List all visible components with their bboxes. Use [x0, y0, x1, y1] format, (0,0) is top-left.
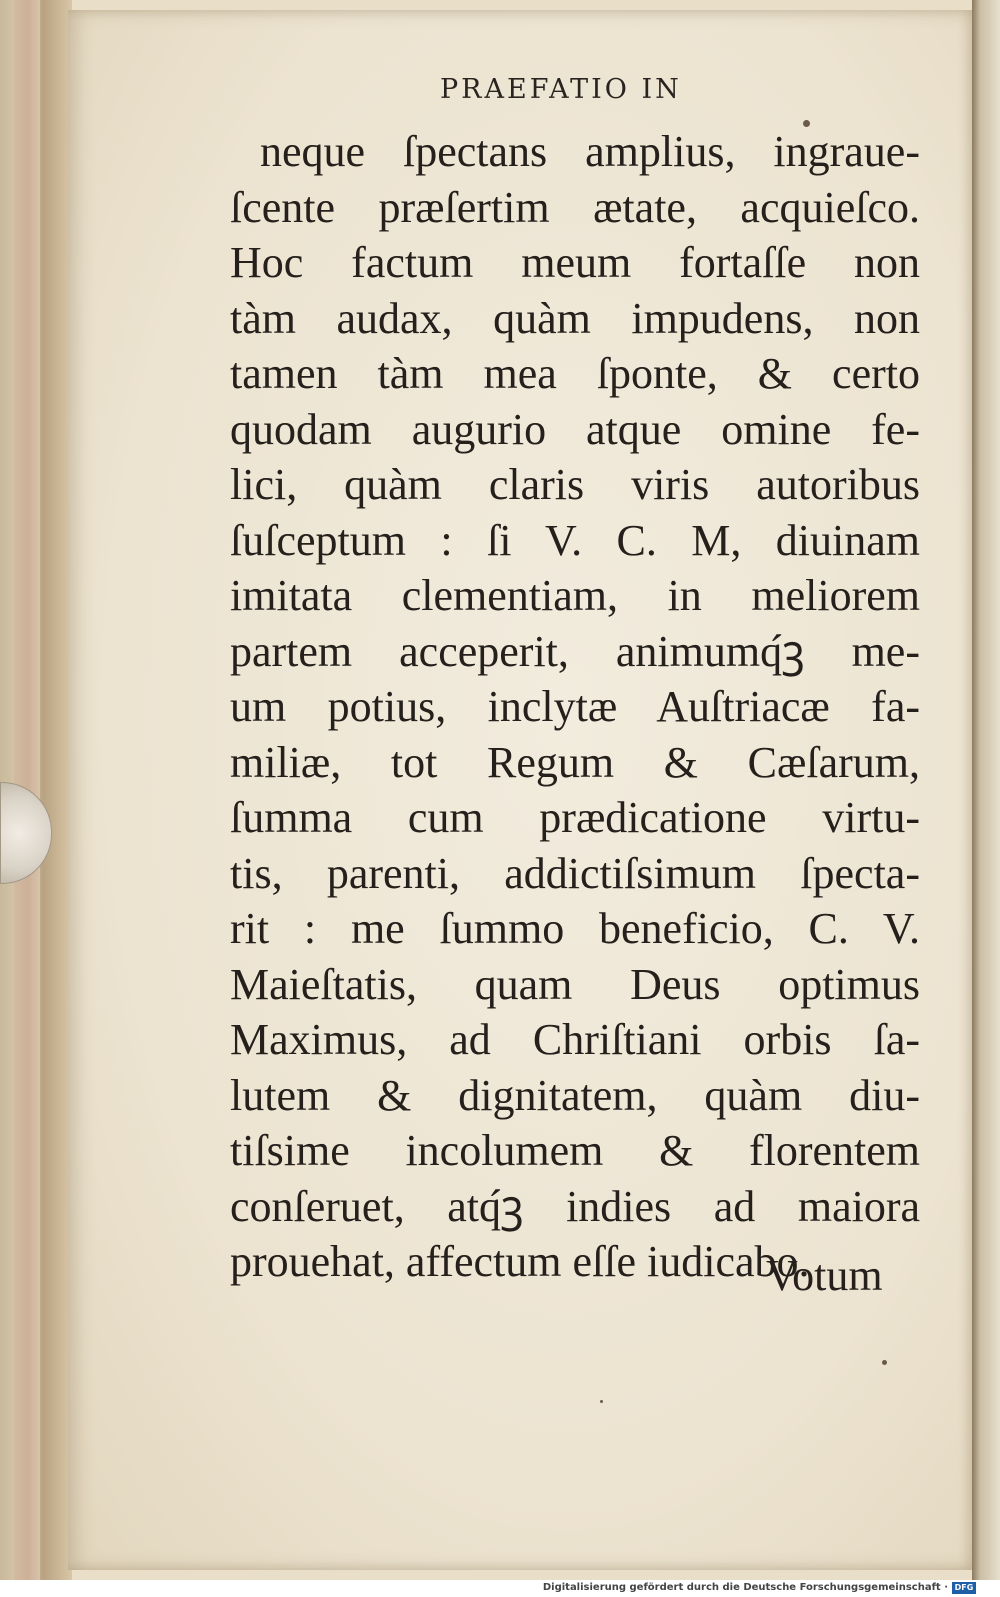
text-line: ſcente præſertim ætate, acquieſco.	[230, 182, 920, 232]
text-line: Maximus, ad Chriſtiani orbis ſa-	[230, 1015, 920, 1064]
text-line: Maieſtatis, quam Deus optimus	[230, 959, 920, 1009]
text-line: lici, quàm claris viris autoribus	[230, 460, 920, 509]
ink-speck	[882, 1360, 887, 1365]
text-line: tamen tàm mea ſponte, & certo	[230, 349, 920, 398]
page-gutter-edge	[972, 0, 1000, 1580]
text-line: imitata clementiam, in meliorem	[230, 571, 920, 620]
text-line: ſumma cum prædicatione virtu-	[230, 793, 920, 842]
text-line: tàm audax, quàm impudens, non	[230, 293, 920, 343]
text-line: lutem & dignitatem, quàm diu-	[230, 1070, 920, 1120]
text-line: partem acceperit, animumq́ꝫ me-	[230, 626, 920, 676]
text-line: quodam augurio atque omine fe-	[230, 404, 920, 454]
text-line: prouehat, affectum eſſe iudicabo.	[230, 1237, 810, 1286]
text-line: ſuſceptum : ſi V. C. M, diuinam	[230, 515, 920, 565]
text-line: um potius, inclytæ Auſtriacæ fa-	[230, 682, 920, 731]
body-text	[230, 124, 920, 1290]
ink-speck	[600, 1400, 603, 1403]
text-line: tis, parenti, addictiſsimum ſpecta-	[230, 848, 920, 898]
dfg-logo: DFG	[952, 1582, 976, 1594]
text-line: rit : me ſummo beneficio, C. V.	[230, 904, 920, 953]
text-line: Hoc factum meum fortaſſe non	[230, 238, 920, 287]
text-line: conſeruet, atq́ꝫ indies ad maiora	[230, 1181, 920, 1231]
text-line: miliæ, tot Regum & Cæſarum,	[230, 737, 920, 787]
footer-credit: Digitalisierung gefördert durch die Deutsche Forschungsgemeinschaft ·	[542, 1582, 948, 1593]
running-header: PRAEFATIO IN	[440, 74, 682, 105]
text-line: neque ſpectans amplius, ingraue-	[260, 127, 920, 176]
catchword: Votum	[766, 1251, 883, 1300]
text-line: tiſsime incolumem & florentem	[230, 1126, 920, 1175]
